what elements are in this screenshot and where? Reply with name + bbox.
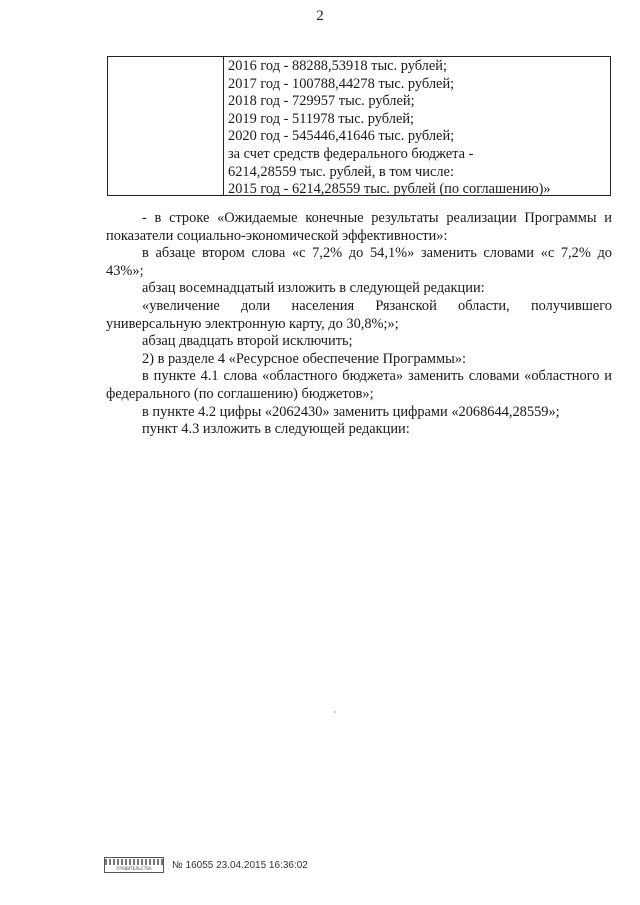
- table-line: за счет средств федерального бюджета -: [228, 145, 474, 162]
- paragraph-point-4-3: пункт 4.3 изложить в следующей редакции:: [142, 421, 410, 438]
- page-number: 2: [316, 8, 324, 24]
- table-line: 6214,28559 тыс. рублей, в том числе:: [228, 163, 454, 180]
- paragraph-row-expected-results: - в строке «Ожидаемые конечные результаты реализации Программы и показатели социально-экономической эффективности»:: [106, 210, 612, 244]
- table-line: 2020 год - 545446,41646 тыс. рублей;: [228, 128, 455, 145]
- stamp-label: ПРАВИТЕЛЬСТВА: [116, 866, 152, 871]
- table-line: 2017 год - 100788,44278 тыс. рублей;: [228, 75, 455, 92]
- table-line: 2018 год - 729957 тыс. рублей;: [228, 93, 415, 110]
- table-budget-cell: [224, 57, 610, 198]
- scan-speck: [334, 711, 336, 713]
- table-line: 2016 год - 88288,53918 тыс. рублей;: [228, 58, 447, 74]
- paragraph-eighteenth-abzac: абзац восемнадцатый изложить в следующей редакции:: [142, 280, 485, 297]
- table-line: 2019 год - 511978 тыс. рублей;: [228, 110, 415, 127]
- paragraph-second-abzac: в абзаце втором слова «с 7,2% до 54,1%» заменить словами «с 7,2% до 43%»;: [106, 245, 612, 279]
- document-body: [106, 210, 612, 439]
- table-line: 2015 год - 6214,28559 тыс. рублей (по соглашению)»: [228, 181, 551, 198]
- registration-footer: [104, 857, 308, 873]
- table-empty-cell: [108, 57, 224, 195]
- paragraph-uek-share: «увеличение доли населения Рязанской области, получившего универсальную электронную карту, до 30,8%;»;: [106, 297, 612, 332]
- paragraph-point-4-2: в пункте 4.2 цифры «2062430» заменить цифрами «2068644,28559»;: [142, 403, 560, 420]
- registration-number: № 16055 23.04.2015 16:36:02: [172, 859, 308, 871]
- paragraph-section-4: 2) в разделе 4 «Ресурсное обеспечение Программы»:: [142, 350, 466, 367]
- paragraph-point-4-1: в пункте 4.1 слова «областного бюджета» заменить словами «областного и федерального (по соглашению) бюджетов»;: [106, 368, 612, 402]
- government-stamp-icon: [104, 857, 164, 873]
- budget-table: [107, 56, 611, 196]
- paragraph-twenty-second-abzac: абзац двадцать второй исключить;: [142, 333, 353, 350]
